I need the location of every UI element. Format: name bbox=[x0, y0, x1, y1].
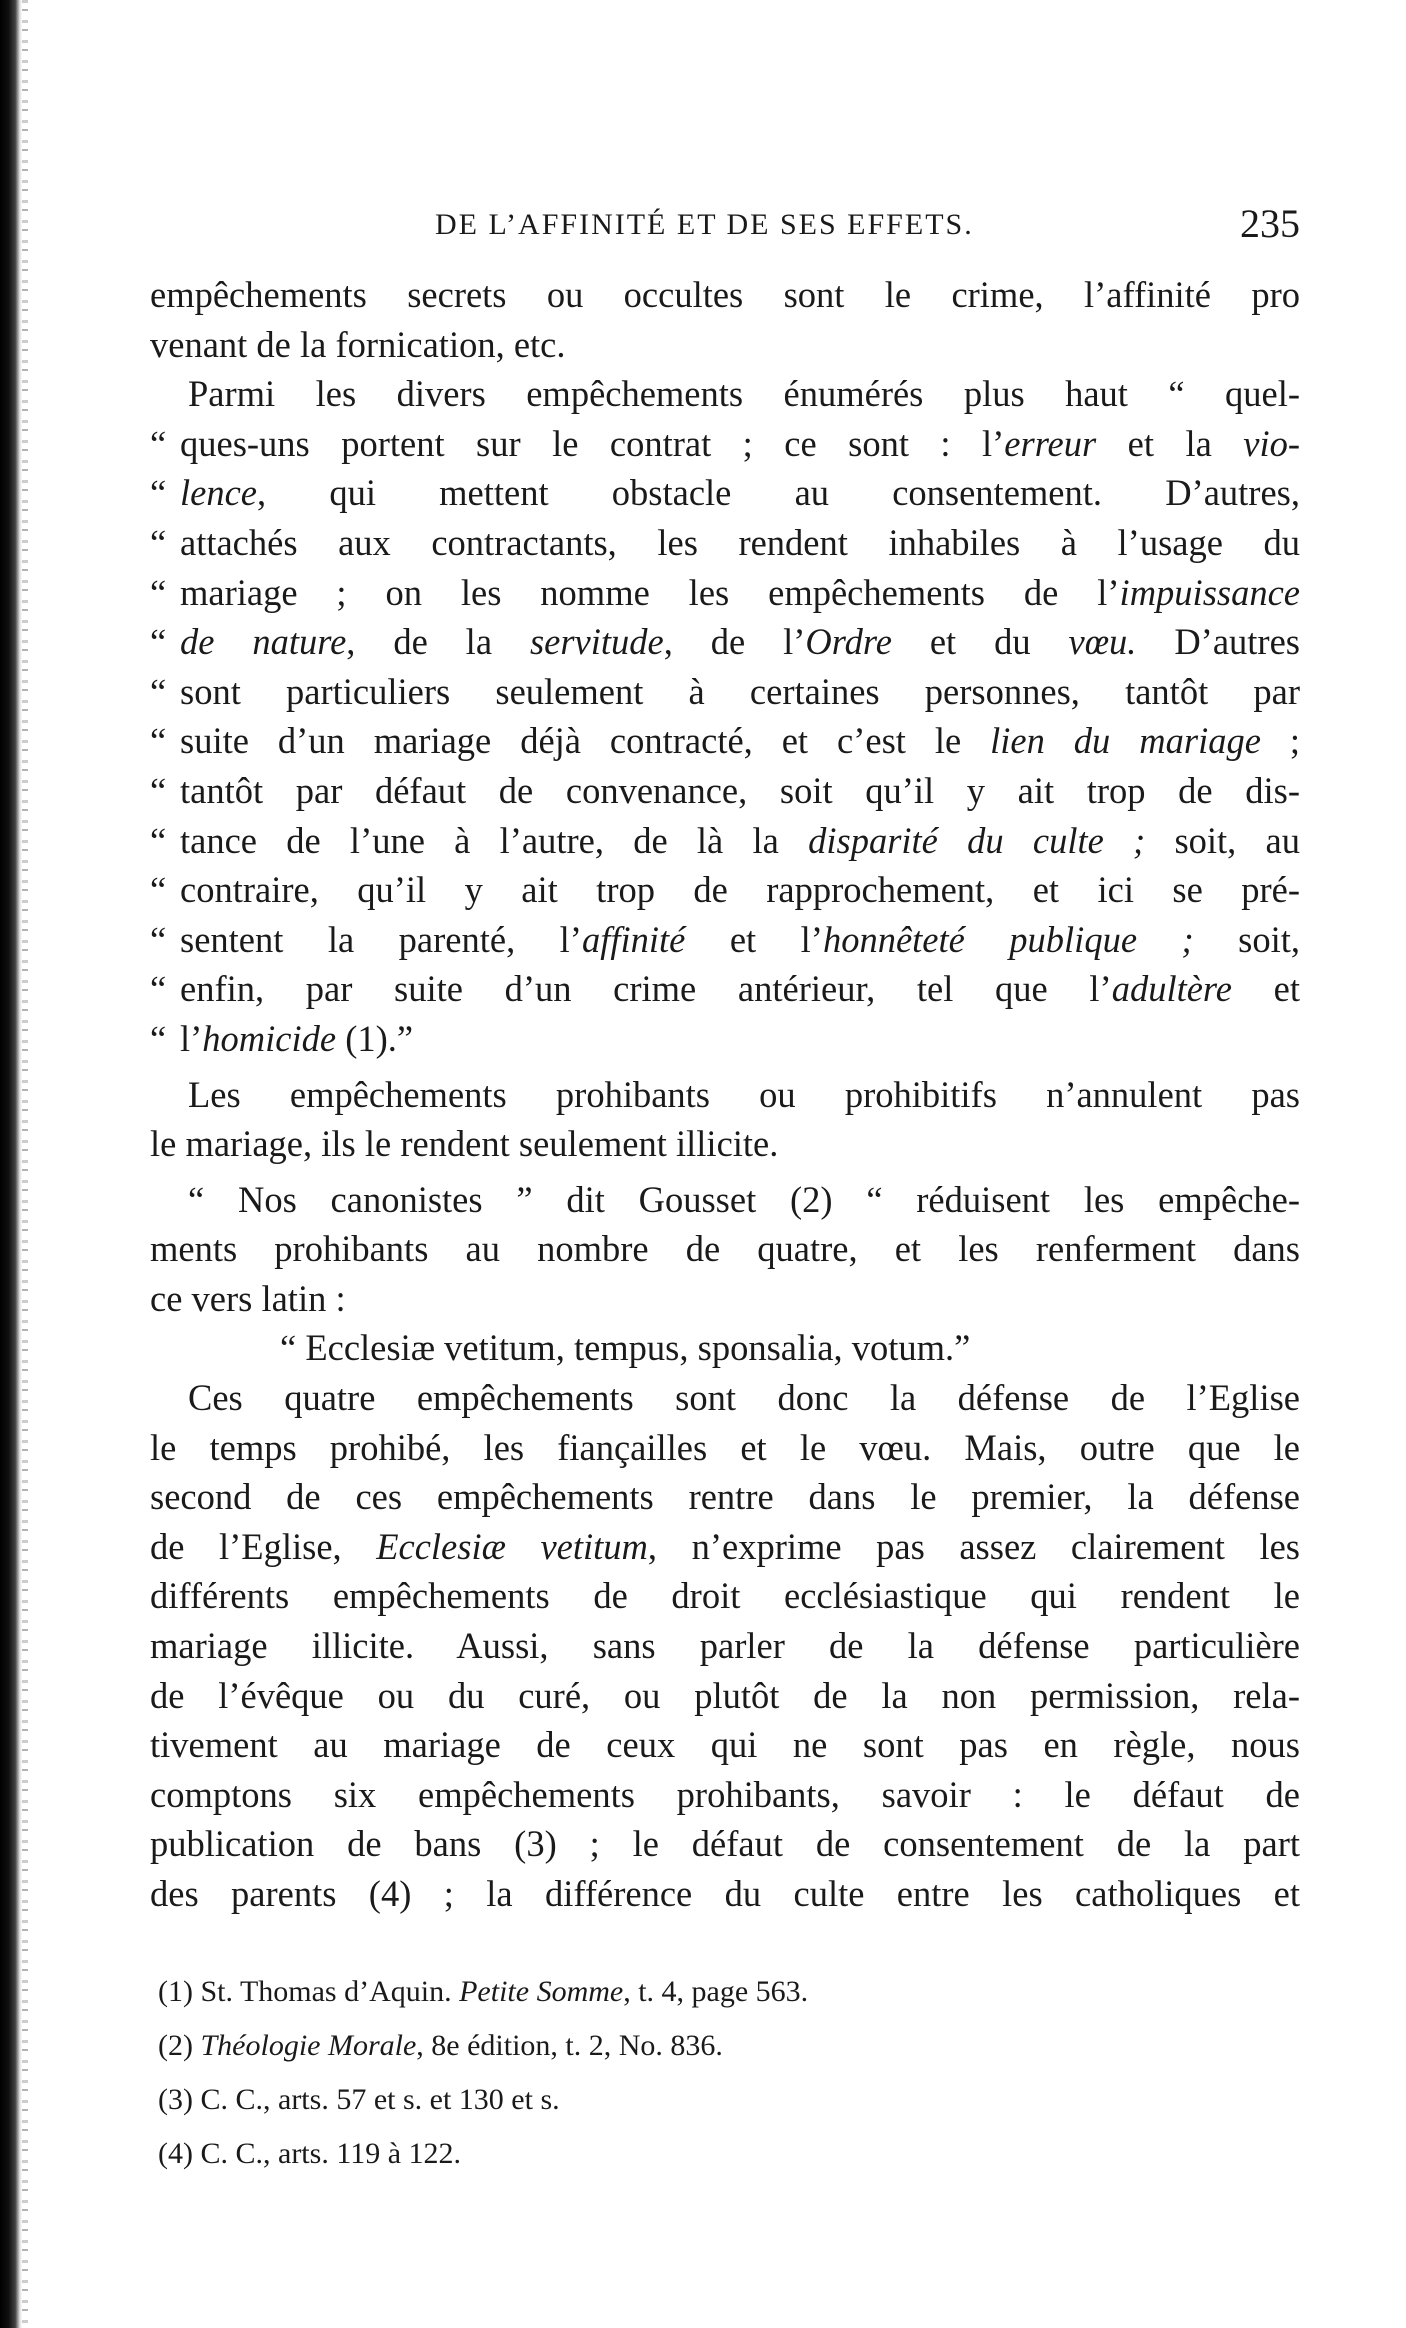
italic-text: impuissance bbox=[1119, 571, 1300, 613]
text-segment: l’ bbox=[180, 1017, 203, 1059]
text-line bbox=[150, 915, 1300, 965]
text-segment: , t. 4, page 563. bbox=[623, 1975, 809, 2008]
text-segment: ments prohibants au nombre de quatre, et les renferment dans bbox=[150, 1228, 1300, 1270]
text-segment: le mariage, ils le rendent seulement illicite. bbox=[150, 1123, 779, 1165]
text-segment: ques-uns portent sur le contrat ; ce sont : l’ bbox=[180, 422, 1005, 464]
italic-text: lence bbox=[180, 472, 257, 514]
text-line bbox=[150, 1720, 1300, 1770]
text-line bbox=[150, 716, 1300, 766]
text-segment: venant de la fornication, etc. bbox=[150, 323, 566, 365]
text-segment: tivement au mariage de ceux qui ne sont pas en règle, nous bbox=[150, 1724, 1300, 1766]
footnote bbox=[158, 2019, 1158, 2073]
italic-text: Théologie Morale bbox=[200, 2029, 417, 2062]
quote-mark: “ bbox=[150, 521, 167, 563]
italic-text: Ecclesiæ vetitum bbox=[376, 1525, 648, 1567]
text-line bbox=[150, 1571, 1300, 1621]
quote-mark: “ bbox=[150, 918, 167, 960]
text-line bbox=[150, 1119, 1300, 1169]
italic-text: homicide bbox=[202, 1017, 337, 1059]
text-line bbox=[150, 568, 1300, 618]
text-segment: de l’évêque ou du curé, ou plutôt de la non permission, rela- bbox=[150, 1674, 1300, 1716]
text-line bbox=[150, 1274, 1300, 1324]
text-segment: le temps prohibé, les fiançailles et le vœu. Mais, outre que le bbox=[150, 1426, 1300, 1468]
text-line bbox=[150, 617, 1300, 667]
text-line bbox=[150, 816, 1300, 866]
text-segment: second de ces empêchements rentre dans le premier, la défense bbox=[150, 1476, 1300, 1518]
text-line bbox=[150, 1671, 1300, 1721]
book-spine-shadow bbox=[0, 0, 22, 2328]
italic-text: servitude bbox=[529, 621, 664, 663]
italic-text: adultère bbox=[1111, 968, 1232, 1010]
text-segment: de l’Eglise, bbox=[150, 1525, 377, 1567]
text-segment: Ces quatre empêchements sont donc la défense de l’Eglise bbox=[188, 1377, 1300, 1419]
text-line bbox=[150, 1522, 1300, 1572]
page-number: 235 bbox=[1240, 201, 1300, 246]
text-segment: D’autres bbox=[1136, 621, 1300, 663]
text-line bbox=[150, 320, 1300, 370]
quote-mark: “ bbox=[150, 670, 167, 712]
text-line bbox=[150, 1014, 1300, 1064]
text-segment: différents empêchements de droit ecclésiastique qui rendent le bbox=[150, 1575, 1300, 1617]
quote-mark: “ bbox=[150, 769, 167, 811]
text-line bbox=[150, 1770, 1300, 1820]
text-segment: (4) C. C., arts. 119 à 122. bbox=[158, 2137, 462, 2170]
text-line bbox=[150, 468, 1300, 518]
italic-text: de nature bbox=[180, 621, 347, 663]
footnote bbox=[158, 2127, 1158, 2181]
text-segment: Parmi les divers empêchements énumérés plus haut “ quel- bbox=[188, 373, 1300, 415]
text-segment: (3) C. C., arts. 57 et s. et 130 et s. bbox=[158, 2083, 560, 2116]
text-segment: suite d’un mariage déjà contracté, et c’est le bbox=[180, 720, 991, 762]
text-line bbox=[150, 1423, 1300, 1473]
quote-mark: “ bbox=[150, 720, 167, 762]
quote-mark: “ bbox=[150, 1017, 167, 1059]
book-spine-edge bbox=[22, 0, 28, 2328]
quote-mark: “ bbox=[150, 968, 167, 1010]
text-line bbox=[150, 667, 1300, 717]
text-segment: attachés aux contractants, les rendent inhabiles à l’usage du bbox=[180, 521, 1300, 563]
text-segment: ce vers latin : bbox=[150, 1277, 346, 1319]
text-segment: tance de l’une à l’autre, de là la bbox=[180, 819, 809, 861]
text-segment: sont particuliers seulement à certaines personnes, tantôt par bbox=[180, 670, 1300, 712]
text-segment: des parents (4) ; la différence du culte entre les catholiques et bbox=[150, 1873, 1300, 1914]
quote-mark: “ bbox=[150, 869, 167, 911]
text-segment: et bbox=[1232, 968, 1300, 1010]
text-segment: mariage ; on les nomme les empêchements de l’ bbox=[180, 571, 1120, 613]
text-segment: , de l’ bbox=[663, 621, 806, 663]
text-segment: , qui mettent obstacle au consentement. D’autres, bbox=[257, 472, 1300, 514]
text-segment: “ Ecclesiæ vetitum, tempus, sponsalia, votum.” bbox=[280, 1327, 971, 1369]
text-segment: tantôt par défaut de convenance, soit qu’il y ait trop de dis- bbox=[180, 769, 1300, 811]
text-line bbox=[150, 518, 1300, 568]
footnote bbox=[158, 1965, 1158, 2019]
text-segment: (1) St. Thomas d’Aquin. bbox=[158, 1975, 460, 2008]
italic-text: erreur bbox=[1004, 422, 1097, 464]
text-segment: et l’ bbox=[685, 918, 823, 960]
text-segment: , n’exprime pas assez clairement les bbox=[647, 1525, 1300, 1567]
text-line bbox=[150, 1373, 1300, 1423]
text-line bbox=[150, 1175, 1300, 1225]
text-segment: contraire, qu’il y ait trop de rapprochement, et ici se pré- bbox=[180, 869, 1300, 911]
body-text bbox=[150, 270, 1300, 1919]
text-line bbox=[150, 865, 1300, 915]
italic-text: lien du mariage bbox=[990, 720, 1261, 762]
italic-text: vio- bbox=[1243, 422, 1300, 464]
quote-mark: “ bbox=[150, 472, 167, 514]
text-segment: (2) bbox=[158, 2029, 201, 2062]
text-line bbox=[150, 369, 1300, 419]
text-segment: mariage illicite. Aussi, sans parler de la défense particulière bbox=[150, 1625, 1300, 1667]
quote-mark: “ bbox=[150, 819, 167, 861]
text-line bbox=[150, 1472, 1300, 1522]
text-segment: soit, au bbox=[1145, 819, 1301, 861]
text-line bbox=[150, 1070, 1300, 1120]
text-segment: soit, bbox=[1193, 918, 1300, 960]
text-segment: sentent la parenté, l’ bbox=[180, 918, 582, 960]
running-title: DE L’AFFINITÉ ET DE SES EFFETS. bbox=[435, 208, 974, 241]
italic-text: Ordre bbox=[805, 621, 892, 663]
text-segment: Les empêchements prohibants ou prohibitifs n’annulent pas bbox=[188, 1073, 1300, 1115]
footnotes bbox=[158, 1965, 1158, 2181]
text-segment: enfin, par suite d’un crime antérieur, tel que l’ bbox=[180, 968, 1112, 1010]
text-segment: (1).” bbox=[336, 1017, 414, 1059]
verse-line bbox=[150, 1323, 1300, 1373]
italic-text: vœu. bbox=[1068, 621, 1137, 663]
text-segment: , de la bbox=[346, 621, 530, 663]
text-segment: ; bbox=[1260, 720, 1300, 762]
text-line bbox=[150, 1621, 1300, 1671]
italic-text: Petite Somme bbox=[459, 1975, 624, 2008]
text-line bbox=[150, 1224, 1300, 1274]
text-line bbox=[150, 419, 1300, 469]
text-line bbox=[150, 1819, 1300, 1869]
text-segment: et la bbox=[1096, 422, 1244, 464]
text-line bbox=[150, 270, 1300, 320]
footnote bbox=[158, 2073, 1158, 2127]
quote-mark: “ bbox=[150, 571, 167, 613]
text-segment: “ Nos canonistes ” dit Gousset (2) “ réduisent les empêche- bbox=[188, 1178, 1300, 1220]
text-segment: et du bbox=[891, 621, 1069, 663]
text-segment: empêchements secrets ou occultes sont le crime, l’affinité pro bbox=[150, 274, 1300, 315]
italic-text: affinité bbox=[581, 918, 686, 960]
italic-text: honnêteté publique ; bbox=[822, 918, 1194, 960]
italic-text: disparité du culte ; bbox=[808, 819, 1146, 861]
quote-mark: “ bbox=[150, 621, 167, 663]
text-segment: comptons six empêchements prohibants, savoir : le défaut de bbox=[150, 1773, 1300, 1815]
text-line bbox=[150, 964, 1300, 1014]
text-segment: , 8e édition, t. 2, No. 836. bbox=[416, 2029, 723, 2062]
text-line bbox=[150, 1869, 1300, 1919]
text-segment: publication de bans (3) ; le défaut de consentement de la part bbox=[150, 1823, 1300, 1865]
text-line bbox=[150, 766, 1300, 816]
quote-mark: “ bbox=[150, 422, 167, 464]
page-header bbox=[150, 200, 1300, 260]
